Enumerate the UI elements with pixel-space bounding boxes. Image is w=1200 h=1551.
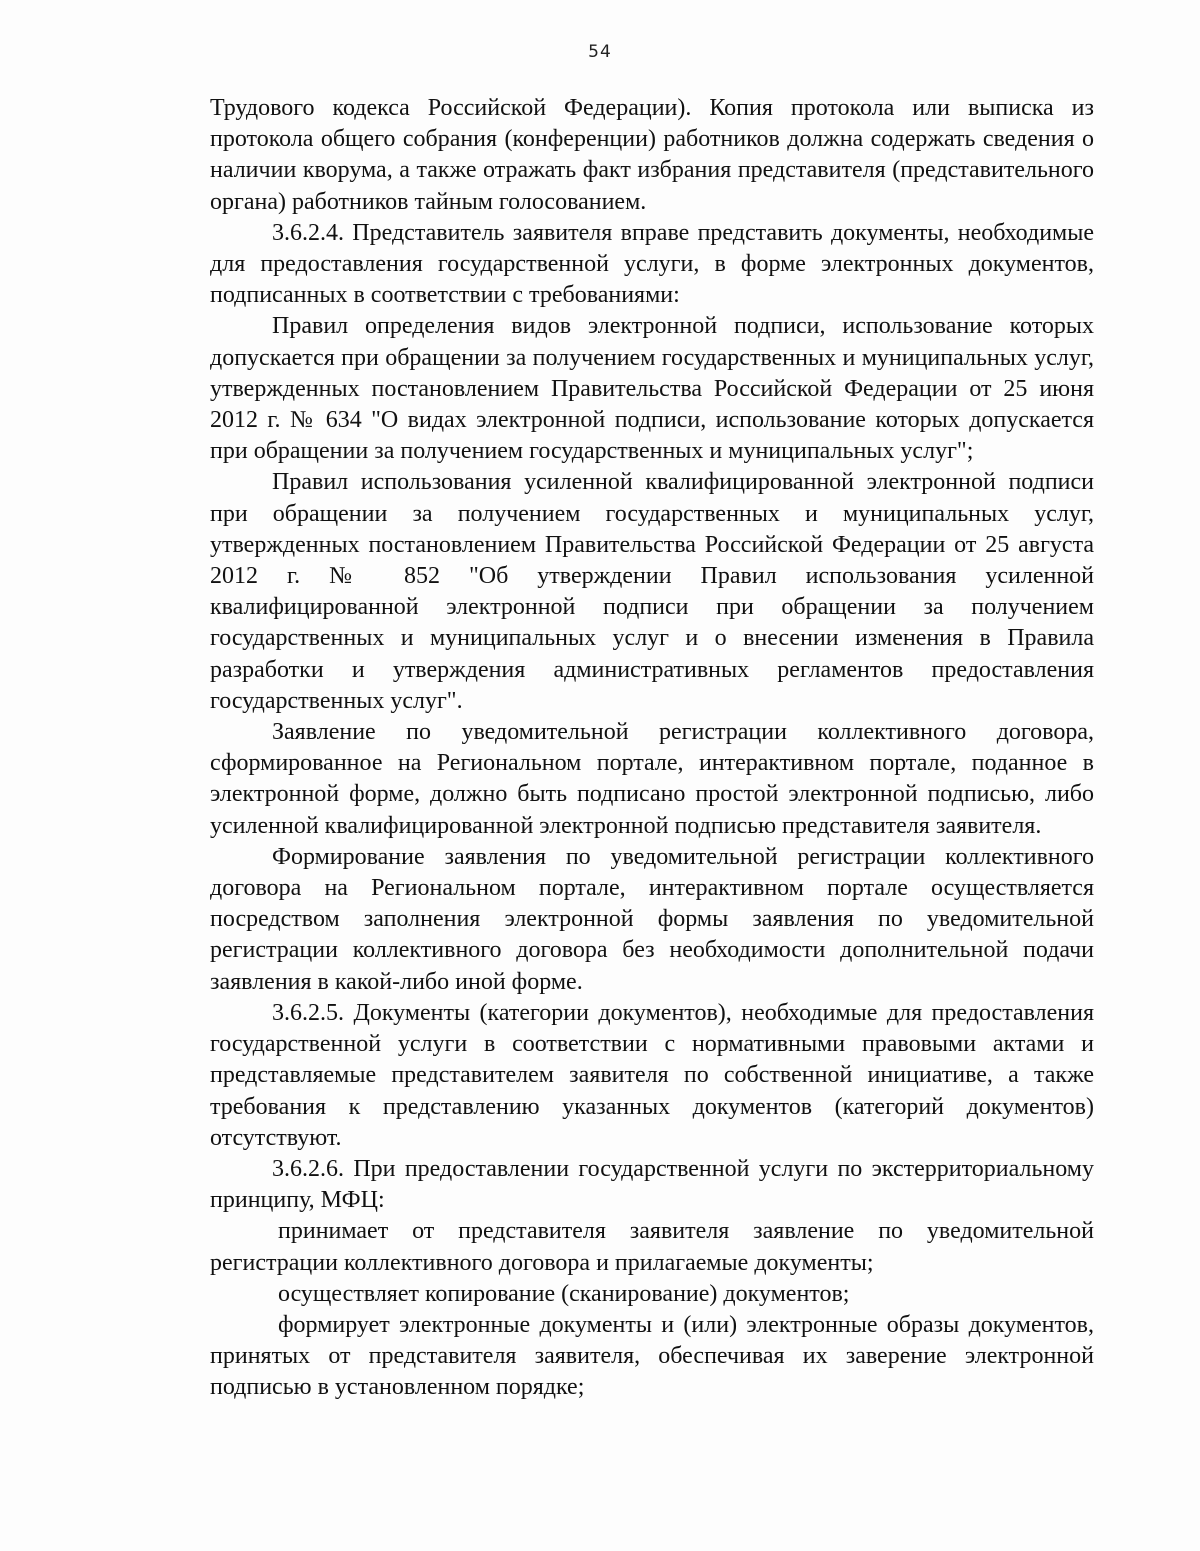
paragraph-3-6-2-6: 3.6.2.6. При предоставлении государственной услуги по экстерриториальному принципу, МФЦ: <box>210 1155 1094 1214</box>
paragraph-3-6-2-4: 3.6.2.4. Представитель заявителя вправе представить документы, необходимые для предоставления государственной услуги, в форме электронных документов, подписанных в соответствии с требованиями: <box>210 219 1094 309</box>
paragraph-application-forming: Формирование заявления по уведомительной регистрации коллективного договора на Региональном портале, интерактивном портале осуществляется посредством заполнения электронной формы заявления по уведомительной регистрации коллективного договора без необходимости дополнительной подачи заявления в какой-либо иной форме. <box>210 843 1094 995</box>
document-body <box>210 93 1094 1404</box>
paragraph-rules-634: Правил определения видов электронной подписи, использование которых допускается при обращении за получением государственных и муниципальных услуг, утвержденных постановлением Правительства Российской Федерации от 25 июня 2012 г. № 634 "О видах электронной подписи, использование которых допускается при обращении за получением государственных и муниципальных услуг"; <box>210 313 1094 465</box>
list-item-forms-documents: формирует электронные документы и (или) электронные образы документов, принятых от представителя заявителя, обеспечивая их заверение электронной подписью в установленном порядке; <box>210 1311 1094 1401</box>
paragraph-application-signature: Заявление по уведомительной регистрации коллективного договора, сформированное на Региональном портале, интерактивном портале, поданное в электронной форме, должно быть подписано простой электронной подписью, либо усиленной квалифицированной электронной подписью представителя заявителя. <box>210 719 1094 839</box>
list-item-copies: осуществляет копирование (сканирование) документов; <box>278 1280 850 1307</box>
list-item-accepts: принимает от представителя заявителя заявление по уведомительной регистрации коллективного договора и прилагаемые документы; <box>210 1218 1094 1276</box>
paragraph-rules-852: Правил использования усиленной квалифицированной электронной подписи при обращении за получением государственных и муниципальных услуг, утвержденных постановлением Правительства Российской Федерации от 25 августа 2012 г. № 852 "Об утверждении Правил использования усиленной квалифицированной электронной подписи при обращении за получением государственных и муниципальных услуг и о внесении изменения в Правила разработки и утверждения административных регламентов предоставления государственных услуг". <box>210 469 1094 714</box>
paragraph-3-6-2-5: 3.6.2.5. Документы (категории документов), необходимые для предоставления государственной услуги в соответствии с нормативными правовыми актами и представляемые представителем заявителя по собственной инициативе, а также требования к представлению указанных документов (категорий документов) отсутствуют. <box>210 999 1094 1151</box>
page-number: 54 <box>588 42 612 62</box>
paragraph-continuation: Трудового кодекса Российской Федерации). Копия протокола или выписка из протокола общего собрания (конференции) работников должна содержать сведения о наличии кворума, а также отражать факт избрания представителя (представительного органа) работников тайным голосованием. <box>210 95 1094 215</box>
